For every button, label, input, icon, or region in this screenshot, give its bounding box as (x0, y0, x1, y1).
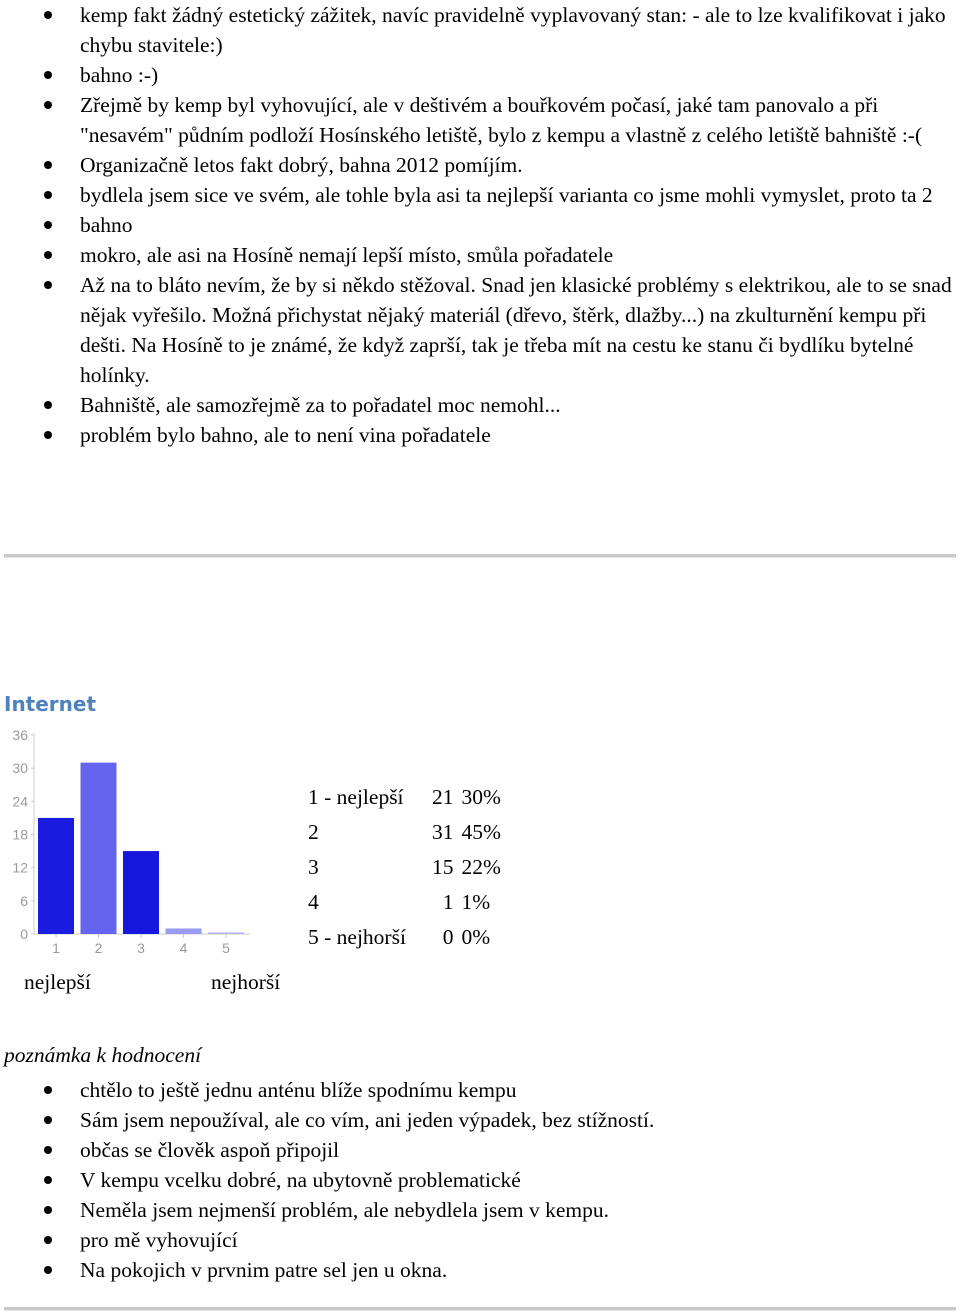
list-item: Zřejmě by kemp byl vyhovující, ale v deštivém a bouřkovém počasí, jaké tam panovalo a při "nesavém" půdním podloží Hosínského letiště, bylo z kempu a vlastně z celého letiště bahniště :-( (0, 90, 960, 150)
x-tick-label: 4 (179, 940, 188, 956)
list-item: pro mě vyhovující (0, 1225, 960, 1255)
rating-count: 0 (442, 925, 454, 949)
rating-label: 1 - nejlepší (308, 785, 404, 809)
scale-best-label: nejlepší (24, 970, 91, 994)
rating-count: 15 (432, 855, 454, 879)
bar-5 (208, 933, 244, 935)
list-item: chtělo to ještě jednu anténu blíže spodnímu kempu (0, 1075, 960, 1105)
bar-chart (0, 722, 270, 962)
list-item: Na pokojich v prvnim patre sel jen u okna. (0, 1255, 960, 1285)
rating-percent: 22% (461, 855, 501, 879)
rating-percent: 45% (461, 820, 501, 844)
x-tick-label: 2 (94, 940, 103, 956)
list-item: mokro, ale asi na Hosíně nemají lepší místo, smůla pořadatele (0, 240, 960, 270)
bar-1 (38, 818, 74, 934)
rating-count: 1 (442, 890, 454, 914)
list-item: Organizačně letos fakt dobrý, bahna 2012 pomíjím. (0, 150, 960, 180)
bar-4 (166, 928, 202, 934)
horizontal-divider (4, 554, 956, 558)
y-tick-label: 24 (12, 793, 28, 810)
list-item: Neměla jsem nejmenší problém, ale nebydlela jsem v kempu. (0, 1195, 960, 1225)
comments-list-bottom (0, 1075, 960, 1285)
y-tick-label: 6 (20, 892, 28, 909)
table-row (304, 850, 505, 885)
y-tick-label: 36 (12, 727, 28, 743)
list-item: Bahniště, ale samozřejmě za to pořadatel moc nemohl... (0, 390, 960, 420)
rating-percent: 1% (461, 890, 491, 914)
list-item: bydlela jsem sice ve svém, ale tohle byla asi ta nejlepší varianta co jsme mohli vymyslet, proto ta 2 (0, 180, 960, 210)
chart-bars (38, 763, 244, 934)
x-tick-label: 3 (137, 940, 145, 956)
x-tick-label: 1 (52, 940, 60, 956)
table-row (304, 885, 505, 920)
list-item: bahno :-) (0, 60, 960, 90)
list-item: problém bylo bahno, ale to není vina pořadatele (0, 420, 960, 450)
bar-2 (81, 763, 117, 934)
list-item: Až na to bláto nevím, že by si někdo stěžoval. Snad jen klasické problémy s elektrikou, ale to se snad nějak vyřešilo. Možná přichystat nějaký materiál (dřevo, štěrk, dlažby...) na zkulturnění kempu při dešti. Na Hosíně to je známé, že když zaprší, tak je třeba mít na cestu ke stanu či bydlíku bytelné holínky. (0, 270, 960, 390)
y-tick-label: 0 (20, 926, 28, 942)
list-item: V kempu vcelku dobré, na ubytovně problematické (0, 1165, 960, 1195)
rating-label: 4 (308, 890, 319, 914)
scale-worst-label: nejhorší (211, 970, 281, 994)
comments-list-top (0, 0, 960, 450)
y-tick-label: 12 (12, 859, 28, 876)
rating-percent: 0% (461, 925, 491, 949)
bar-3 (123, 851, 159, 934)
table-row (304, 815, 505, 850)
list-item: Sám jsem nepoužíval, ale co vím, ani jeden výpadek, bez stížností. (0, 1105, 960, 1135)
table-row (304, 920, 505, 955)
rating-count: 21 (432, 785, 454, 809)
x-tick-label: 5 (222, 940, 230, 956)
rating-stats-table (304, 780, 505, 955)
rating-label: 3 (308, 855, 319, 879)
list-item: bahno (0, 210, 960, 240)
rating-count: 31 (432, 820, 454, 844)
rating-label: 2 (308, 820, 319, 844)
list-item: občas se člověk aspoň připojil (0, 1135, 960, 1165)
table-row (304, 780, 505, 815)
rating-label: 5 - nejhorší (308, 925, 406, 949)
note-heading: poznámka k hodnocení (4, 1043, 202, 1067)
list-item: kemp fakt žádný estetický zážitek, navíc pravidelně vyplavovaný stan: - ale to lze kvalifikovat i jako chybu stavitele:) (0, 0, 960, 60)
y-tick-label: 18 (12, 826, 28, 843)
horizontal-divider (4, 1307, 956, 1311)
y-tick-label: 30 (12, 760, 28, 777)
section-title: Internet (4, 692, 97, 716)
rating-percent: 30% (461, 785, 501, 809)
